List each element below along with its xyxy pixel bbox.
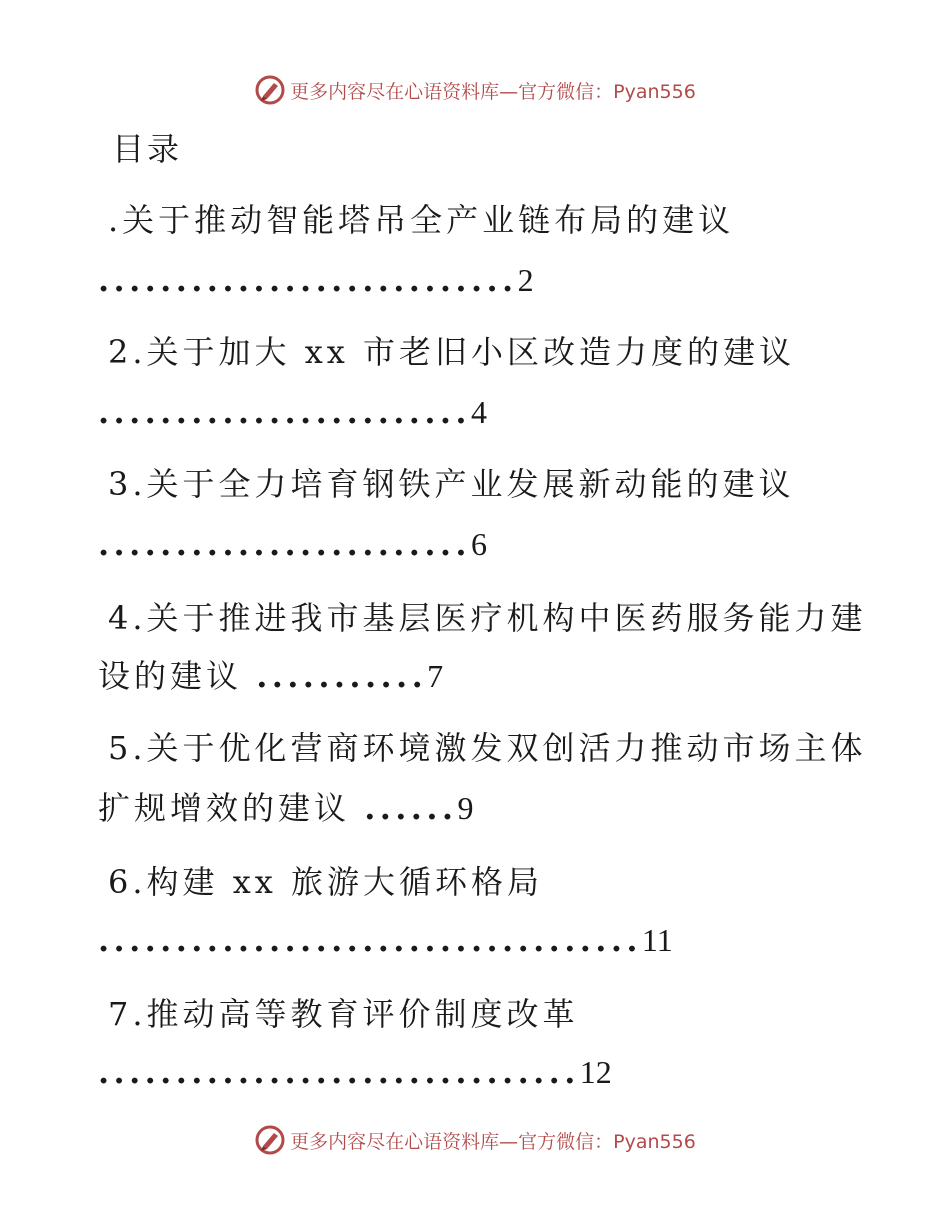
page-number: 4 xyxy=(470,394,487,430)
toc-title: 目录 xyxy=(112,130,183,168)
toc-entry-title: 2.关于加大 xx 市老旧小区改造力度的建议 xyxy=(108,333,795,371)
toc-entry-7-leader[interactable] xyxy=(98,1052,612,1092)
footer-banner-text: 更多内容尽在心语资料库—官方微信：Pyan556 xyxy=(290,1130,696,1153)
toc-entry-3-title[interactable] xyxy=(98,464,795,504)
toc-entry-title: 4.关于推进我市基层医疗机构中医药服务能力建 xyxy=(108,599,867,637)
toc-entry-5-leader[interactable] xyxy=(98,788,473,828)
toc-entry-6-title[interactable] xyxy=(98,862,543,902)
pen-logo-icon xyxy=(254,1124,286,1156)
header-banner-text: 更多内容尽在心语资料库—官方微信：Pyan556 xyxy=(290,80,696,103)
toc-entry-title: .关于推动智能塔吊全产业链布局的建议 xyxy=(108,201,735,239)
toc-entry-6-leader[interactable] xyxy=(98,920,673,960)
toc-entry-2-title[interactable] xyxy=(98,332,795,372)
toc-entry-4-leader[interactable] xyxy=(98,656,443,696)
footer-watermark-banner xyxy=(0,1120,950,1160)
toc-entry-4-title[interactable] xyxy=(98,598,867,638)
page-number: 6 xyxy=(470,526,487,562)
page-number: 7 xyxy=(427,658,444,694)
toc-entry-title: 5.关于优化营商环境激发双创活力推动市场主体 xyxy=(108,729,867,767)
page-number: 9 xyxy=(457,790,474,826)
header-watermark-banner xyxy=(0,70,950,110)
toc-entry-1-leader[interactable] xyxy=(98,260,534,300)
dot-leader: ............................... xyxy=(98,1053,580,1091)
dot-leader: ................................... xyxy=(98,921,642,959)
toc-entry-title-continued: 扩规增效的建议 xyxy=(98,789,365,827)
dot-leader: ........... xyxy=(256,657,428,695)
toc-entry-title: 6.构建 xx 旅游大循环格局 xyxy=(108,863,543,901)
page-number: 11 xyxy=(641,922,673,958)
dot-leader: ........................ xyxy=(98,525,471,563)
toc-entry-title: 7.推动高等教育评价制度改革 xyxy=(108,995,579,1033)
toc-entry-2-leader[interactable] xyxy=(98,392,487,432)
toc-entry-7-title[interactable] xyxy=(98,994,579,1034)
page-number: 12 xyxy=(579,1054,612,1090)
toc-entry-title: 3.关于全力培育钢铁产业发展新动能的建议 xyxy=(108,465,795,503)
dot-leader: ........................... xyxy=(98,261,518,299)
page-number: 2 xyxy=(517,262,534,298)
pen-logo-icon xyxy=(254,74,286,106)
toc-entry-title-continued: 设的建议 xyxy=(98,657,257,695)
toc-entry-1-title[interactable] xyxy=(98,200,734,240)
dot-leader: ........................ xyxy=(98,393,471,431)
toc-entry-3-leader[interactable] xyxy=(98,524,487,564)
dot-leader: ...... xyxy=(364,789,458,827)
toc-entry-5-title[interactable] xyxy=(98,728,867,768)
